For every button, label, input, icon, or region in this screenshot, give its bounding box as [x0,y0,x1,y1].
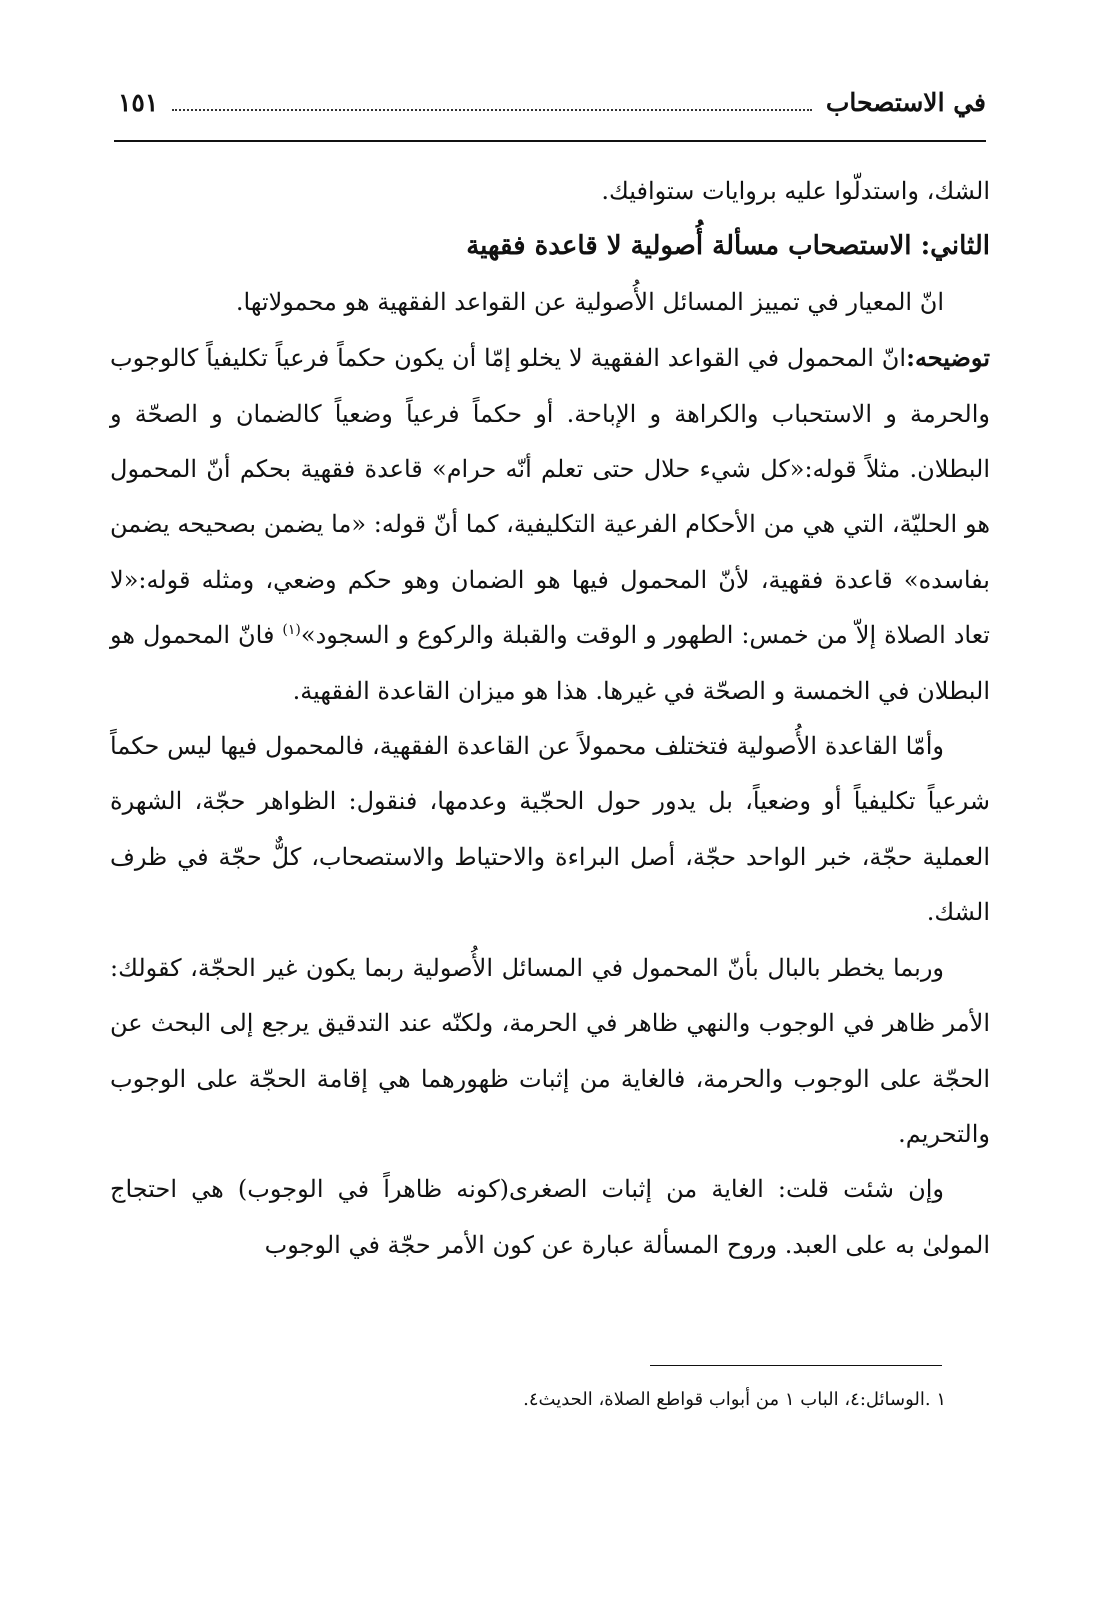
page-number: ١٥١ [118,87,159,117]
footnote: ١ .الوسائل:٤، الباب ١ من أبواب قواطع الصلاة، الحديث٤. [523,1389,946,1410]
explanation-tail: فانّ المحمول هو البطلان في الخمسة و الصحّة في غيرها. هذا هو ميزان القاعدة الفقهية. [110,621,990,705]
footnote-rule [650,1365,942,1366]
section-heading: الثاني: الاستصحاب مسألة أُصولية لا قاعدة فقهية [466,231,990,262]
explanation-text: انّ المحمول في القواعد الفقهية لا يخلو إمّا أن يكون حكماً فرعياً تكليفياً كالوجوب والحرمة و الاستحباب والكراهة و الإباحة. أو حكماً فرعياً وضعياً كالضمان و الصحّة و البطلان. مثلاً قوله:«كل شيء حلال حتى تعلم أنّه حرام» قاعدة فقهية بحكم أنّ المحمول هو الحليّة، التي هي من الأحكام الفرعية التكليفية، كما أنّ قوله: «ما يضمن بصحيحه يضمن بفاسده» قاعدة فقهية، لأنّ المحمول فيها هو الضمان وهو حكم وضعي، ومثله قوله:«لا تعاد الصلاة إلاّ من خمس: الطهور و الوقت والقبلة والركوع و السجود» [110,344,990,650]
footnote-reference: (١) [282,622,301,639]
running-header [118,82,986,122]
paragraph-criterion: انّ المعيار في تمييز المسائل الأُصولية عن القواعد الفقهية هو محمولاتها. [235,287,944,316]
paragraph-explanation [110,330,990,719]
paragraph-minor-premise: وإن شئت قلت: الغاية من إثبات الصغرى(كونه ظاهراً في الوجوب) هي احتجاج المولىٰ به على العبد. وروح المسألة عبارة عن كون الأمر حجّة في الوجوب [110,1175,990,1259]
main-text [110,164,990,1273]
paragraph-usul-rule: وأمّا القاعدة الأُصولية فتختلف محمولاً عن القاعدة الفقهية، فالمحمول فيها ليس حكماً شرعياً تكليفياً أو وضعياً، بل يدور حول الحجّية وعدمها، فنقول: الظواهر حجّة، الشهرة العملية حجّة، خبر الواحد حجّة، أصل البراءة والاحتياط والاستصحاب، كلٌّ حجّة في ظرف الشك. [110,732,990,927]
paragraph-objection: وربما يخطر بالبال بأنّ المحمول في المسائل الأُصولية ربما يكون غير الحجّة، كقولك: الأمر ظاهر في الوجوب والنهي ظاهر في الحرمة، ولكنّه عند التدقيق يرجع إلى البحث عن الحجّة على الوجوب والحرمة، فالغاية من إثبات ظهورهما هي إقامة الحجّة على الوجوب والتحريم. [110,953,990,1148]
header-rule [114,140,986,142]
paragraph-continuation: الشك، واستدلّوا عليه بروايات ستوافيك. [601,177,990,205]
explanation-lead: توضيحه: [906,343,990,373]
header-dot-leader [172,109,812,111]
chapter-title: في الاستصحاب [825,87,986,117]
